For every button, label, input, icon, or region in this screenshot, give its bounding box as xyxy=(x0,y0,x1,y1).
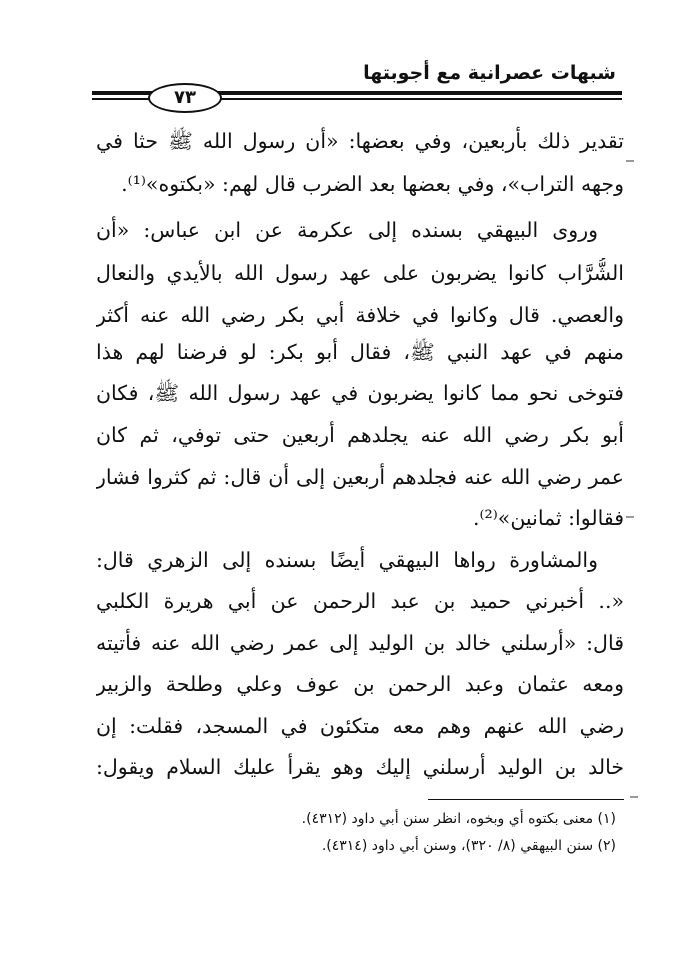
footnote: (١) معنى بكتوه أي وبخوه، انظر سنن أبي داود (٤٣١٢). xyxy=(301,811,616,827)
body-line: الشُّرَّاب كانوا يضربون على عهد رسول الله بالأيدي والنعال xyxy=(96,261,624,285)
margin-mark xyxy=(630,796,638,798)
margin-mark xyxy=(626,516,634,518)
body-line: أبو بكر رضي الله عنه يجلدهم أربعين حتى توفي، ثم كان xyxy=(96,423,624,447)
body-line: والمشاورة رواها البيهقي أيضًا بسنده إلى الزهري قال: xyxy=(96,548,598,572)
body-line: فتوخى نحو مما كانوا يضربون في عهد رسول الله ﷺ، فكان xyxy=(96,381,624,405)
running-header-title: شبهات عصرانية مع أجوبتها xyxy=(363,62,616,84)
margin-mark xyxy=(626,160,634,162)
body-line: والعصي. قال وكانوا في خلافة أبي بكر رضي الله عنه أكثر xyxy=(96,303,624,327)
body-line: ومعه عثمان وعبد الرحمن بن عوف وعلي وطلحة والزبير xyxy=(96,672,624,696)
body-line: خالد بن الوليد أرسلني إليك وهو يقرأ عليك السلام ويقول: xyxy=(96,755,624,779)
footnote: (٢) سنن البيهقي (٨/ ٣٢٠)، وسنن أبي داود (٤٣١٤). xyxy=(321,838,616,854)
body-line: منهم في عهد النبي ﷺ، فقال أبو بكر: لو فرضنا لهم هذا xyxy=(96,340,624,364)
page-number: ٧٣ xyxy=(148,83,222,113)
body-line: «.. أخبرني حميد بن عبد الرحمن عن أبي هريرة الكلبي xyxy=(96,589,624,613)
body-line: وجهه التراب»، وفي بعضها بعد الضرب قال لهم: «بكتوه»⁽¹⁾. xyxy=(121,172,624,196)
body-line: رضي الله عنهم وهم معه متكئون في المسجد، فقلت: إن xyxy=(96,714,624,738)
body-line: قال: «أرسلني خالد بن الوليد إلى عمر رضي الله عنه فأتيته xyxy=(96,631,624,655)
footnote-separator xyxy=(428,799,624,800)
body-line: عمر رضي الله عنه فجلدهم أربعين إلى أن قال: ثم كثروا فشار xyxy=(96,465,624,489)
body-line: وروى البيهقي بسنده إلى عكرمة عن ابن عباس: «أن xyxy=(96,218,598,242)
body-line: فقالوا: ثمانين»⁽²⁾. xyxy=(472,506,624,530)
body-line: تقدير ذلك بأربعين، وفي بعضها: «أن رسول الله ﷺ حثا في xyxy=(96,129,624,153)
